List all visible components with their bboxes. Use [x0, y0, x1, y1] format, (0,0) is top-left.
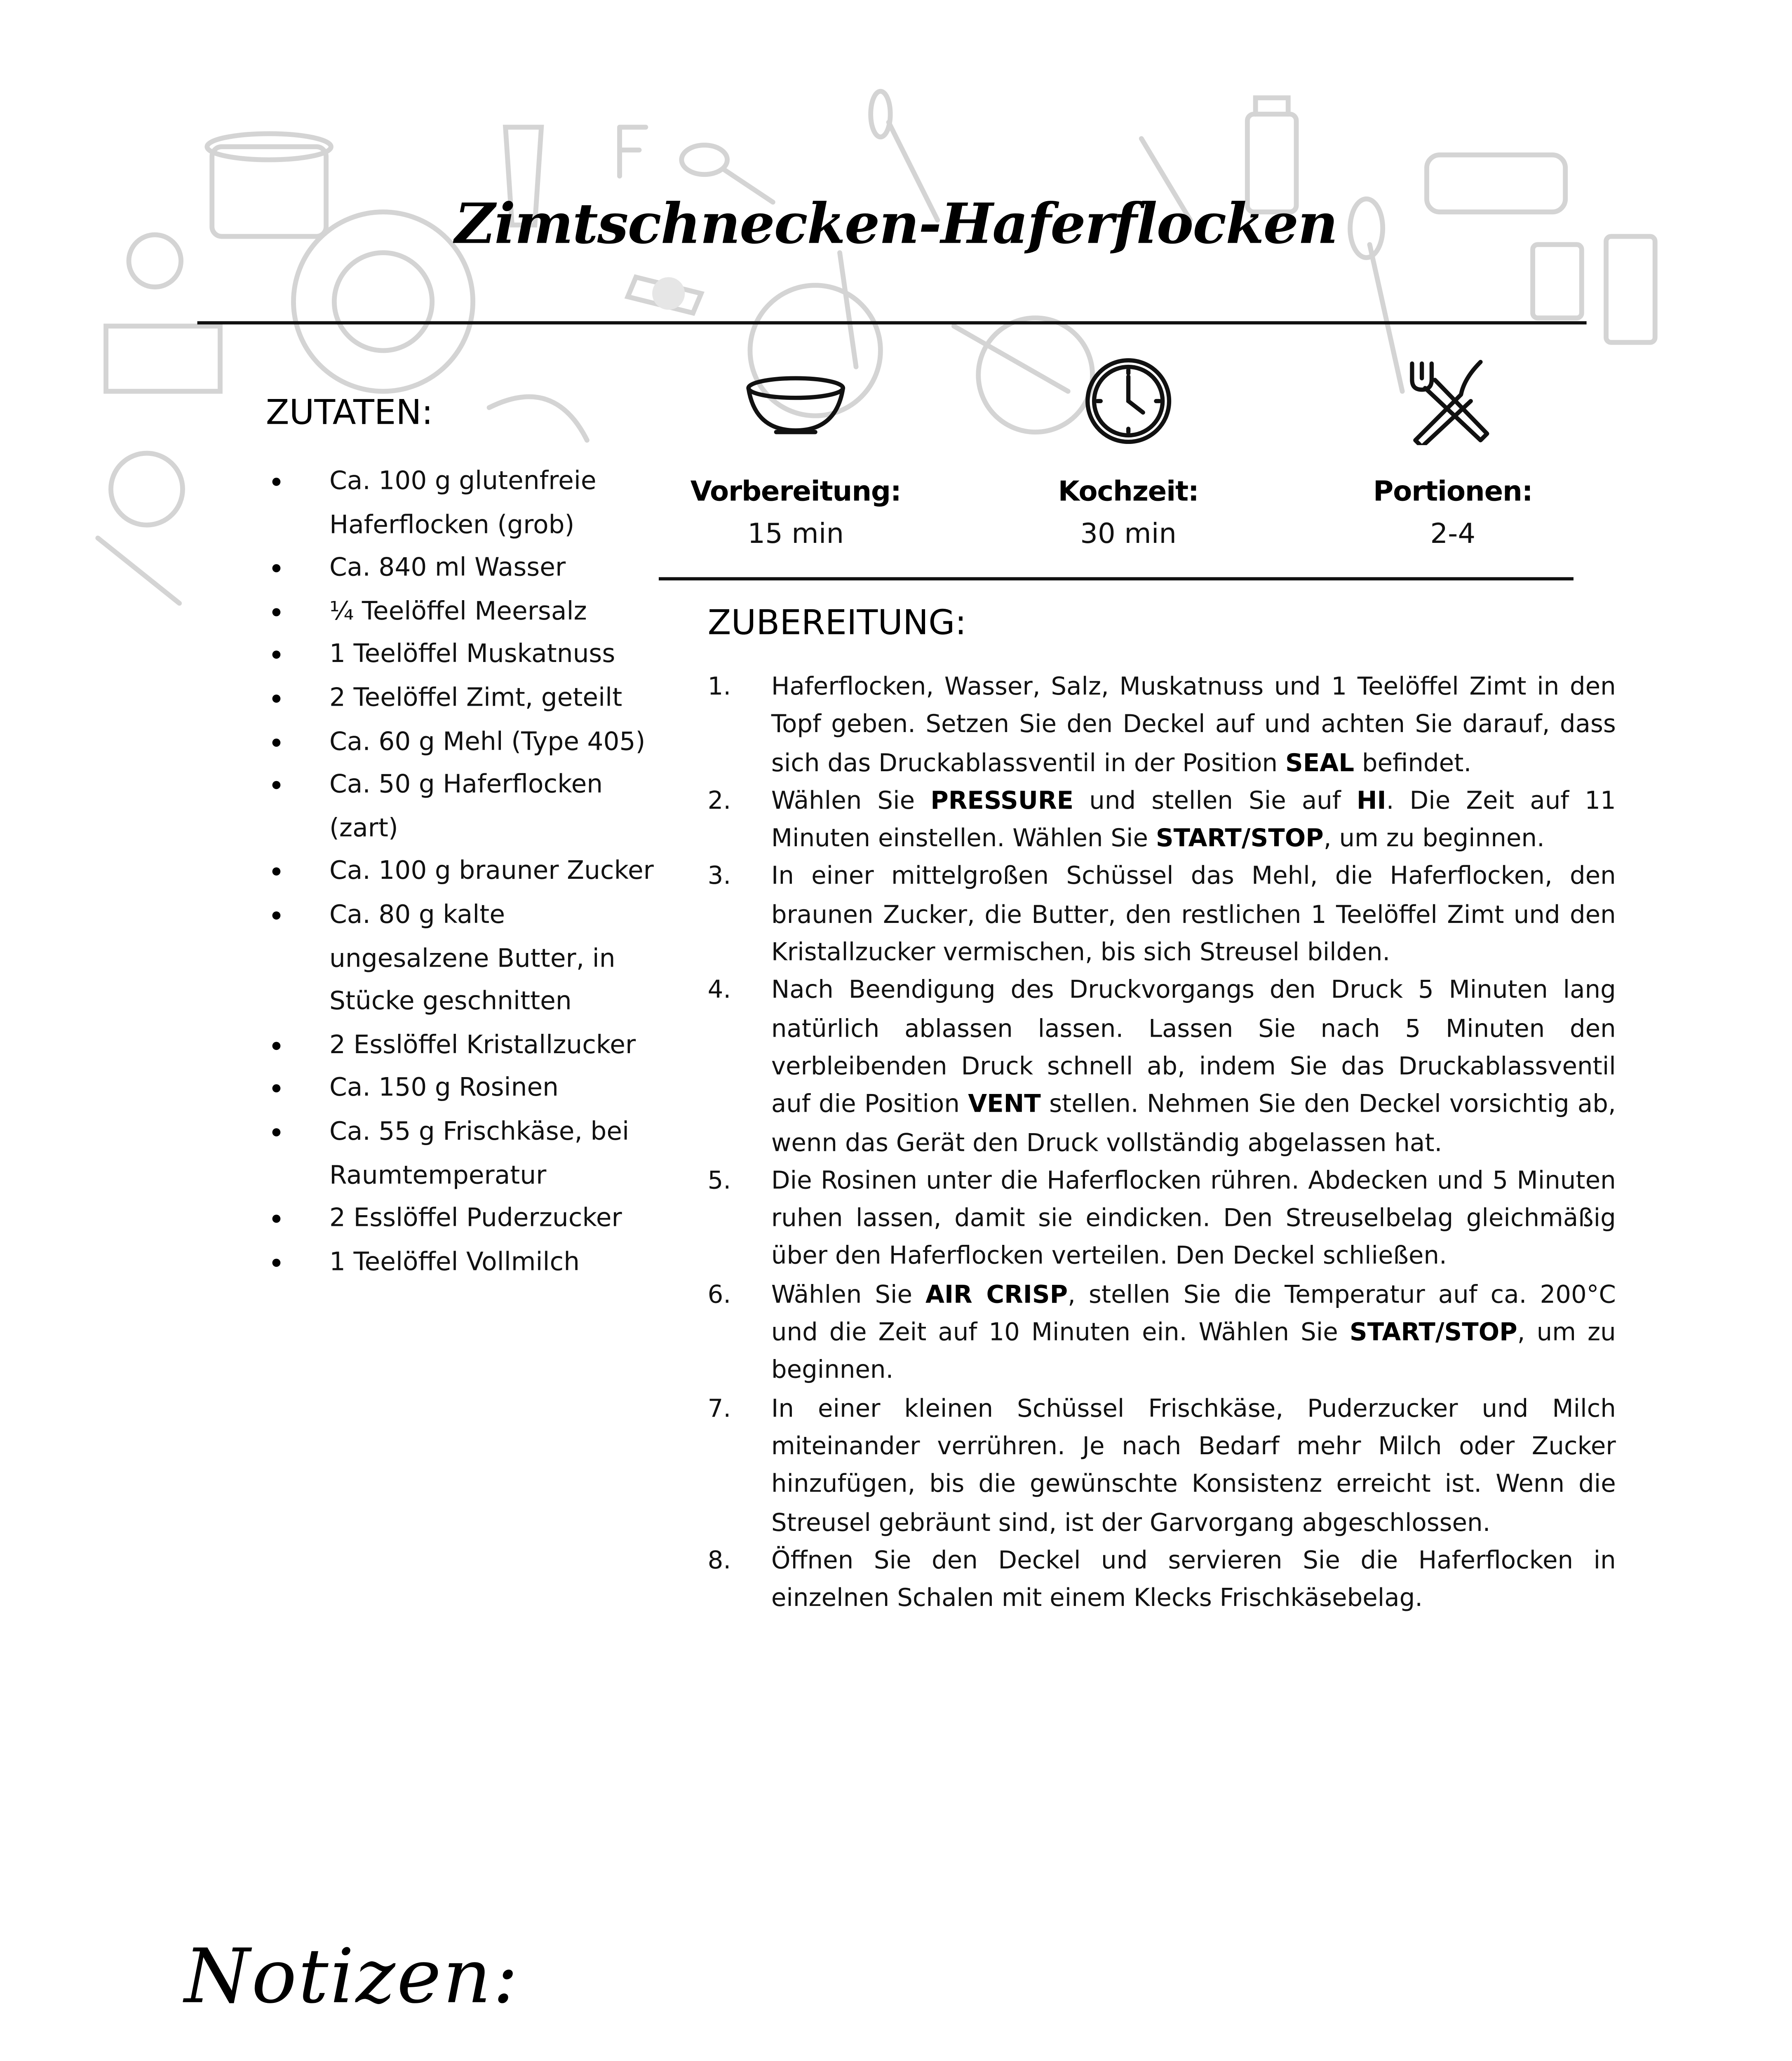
step-text: stellen. Nehmen Sie den Deckel vorsichtig ab, wenn das Gerät den Druck vollständig abgelassen hat. [771, 1089, 1616, 1157]
step-number: 1. [707, 671, 731, 701]
step-item [705, 1276, 1616, 1390]
step-text: Öffnen Sie den Deckel und servieren Sie die Haferflocken in einzelnen Schalen mit einem Klecks Frischkäsebelag. [771, 1545, 1616, 1613]
step-text: In einer mittelgroßen Schüssel das Mehl, die Haferflocken, den braunen Zucker, die Butter, den restlichen 1 Teelöffel Zimt und den Kristallzucker vermischen, bis sich Streusel bilden. [771, 861, 1616, 967]
cook-label: Kochzeit: [1058, 476, 1199, 509]
step-text: Haferflocken, Wasser, Salz, Muskatnuss und 1 Teelöffel Zimt in den Topf geben. Setzen Sie den Deckel auf und achten Sie darauf, dass sich das Druckablassventil in der Position [771, 671, 1616, 777]
ingredient-item: 1 Teelöffel Vollmilch [266, 1240, 657, 1284]
ingredient-item: 2 Esslöffel Kristallzucker [266, 1023, 657, 1067]
step-number: 6. [707, 1279, 731, 1309]
step-text: , um zu beginnen. [1323, 824, 1545, 853]
step-number: 7. [707, 1393, 731, 1423]
ingredient-item: ¼ Teelöffel Meersalz [266, 590, 657, 633]
ingredient-item: Ca. 150 g Rosinen [266, 1067, 657, 1110]
ingredient-item: Ca. 100 g glutenfreie Haferflocken (grob) [266, 460, 657, 546]
step-number: 3. [707, 861, 731, 891]
step-item [705, 1390, 1616, 1542]
step-keyword: START/STOP [1349, 1317, 1517, 1347]
step-keyword: AIR CRISP [925, 1279, 1068, 1309]
step-text: und stellen Sie auf [1073, 786, 1357, 815]
prep-label: Vorbereitung: [690, 476, 901, 509]
step-text: In einer kleinen Schüssel Frischkäse, Puderzucker und Milch miteinander verrühren. Je nach Bedarf mehr Milch oder Zucker hinzufügen, bis die gewünschte Konsistenz erreicht ist. Wenn die Streusel gebräunt sind, ist der Garvorgang abgeschlossen. [771, 1393, 1616, 1537]
step-text: . Die Zeit auf 11 Minuten einstellen. Wählen Sie [771, 786, 1616, 853]
step-keyword: PRESSURE [930, 786, 1074, 815]
step-keyword: VENT [968, 1089, 1041, 1119]
step-text: Wählen Sie [771, 786, 931, 815]
step-number: 4. [707, 975, 731, 1005]
prep-value: 15 min [747, 518, 844, 551]
servings-label: Portionen: [1373, 476, 1533, 509]
ingredient-item: Ca. 840 ml Wasser [266, 547, 657, 590]
step-text: Wählen Sie [771, 1279, 926, 1309]
step-item [705, 1542, 1616, 1618]
title-divider [197, 321, 1587, 324]
step-number: 8. [707, 1545, 731, 1575]
step-item [705, 858, 1616, 972]
preparation-steps [705, 669, 1616, 1618]
step-item [705, 1162, 1616, 1276]
step-item [705, 782, 1616, 858]
step-item [705, 669, 1616, 782]
ingredients-list [266, 460, 657, 1284]
step-text: Die Rosinen unter die Haferflocken rühren. Abdecken und 5 Minuten ruhen lassen, damit sie eindicken. Den Streuselbelag gleichmäßig über den Haferflocken verteilen. Den Deckel schließen. [771, 1165, 1616, 1271]
preparation-heading: ZUBEREITUNG: [707, 603, 967, 643]
ingredient-item: 2 Esslöffel Puderzucker [266, 1197, 657, 1240]
step-text: Nach Beendigung des Druckvorgangs den Druck 5 Minuten lang natürlich ablassen lassen. Lassen Sie nach 5 Minuten den verbleibenden Druck schnell ab, indem Sie das Druckablassventil auf die Position [771, 975, 1616, 1119]
ingredient-item: Ca. 55 g Frischkäse, bei Raumtemperatur [266, 1110, 657, 1197]
step-number: 2. [707, 786, 731, 815]
fork-knife-icon [1402, 357, 1494, 445]
ingredient-item: Ca. 50 g Haferflocken (zart) [266, 763, 657, 850]
recipe-title: Zimtschnecken-Haferflocken [455, 192, 1337, 258]
cook-value: 30 min [1080, 518, 1177, 551]
notes-heading: Notizen: [184, 1932, 520, 2020]
step-number: 5. [707, 1165, 731, 1195]
step-keyword: SEAL [1285, 747, 1355, 777]
ingredient-item: 1 Teelöffel Muskatnuss [266, 633, 657, 676]
meta-divider [659, 577, 1574, 580]
ingredient-item: 2 Teelöffel Zimt, geteilt [266, 676, 657, 720]
servings-value: 2-4 [1430, 518, 1476, 551]
ingredient-item: Ca. 80 g kalte ungesalzene Butter, in Stücke geschnitten [266, 893, 657, 1023]
clock-icon [1083, 355, 1174, 447]
ingredients-heading: ZUTATEN: [265, 393, 433, 432]
step-text: befindet. [1354, 747, 1472, 777]
step-text: , um zu beginnen. [771, 1317, 1616, 1385]
step-item [705, 972, 1616, 1162]
step-keyword: START/STOP [1156, 824, 1324, 853]
bowl-icon [744, 373, 848, 442]
ingredient-item: Ca. 100 g brauner Zucker [266, 850, 657, 893]
step-keyword: HI [1356, 786, 1386, 815]
step-text: , stellen Sie die Temperatur auf ca. 200°C und die Zeit auf 10 Minuten ein. Wählen Sie [771, 1279, 1616, 1347]
ingredient-item: Ca. 60 g Mehl (Type 405) [266, 720, 657, 763]
